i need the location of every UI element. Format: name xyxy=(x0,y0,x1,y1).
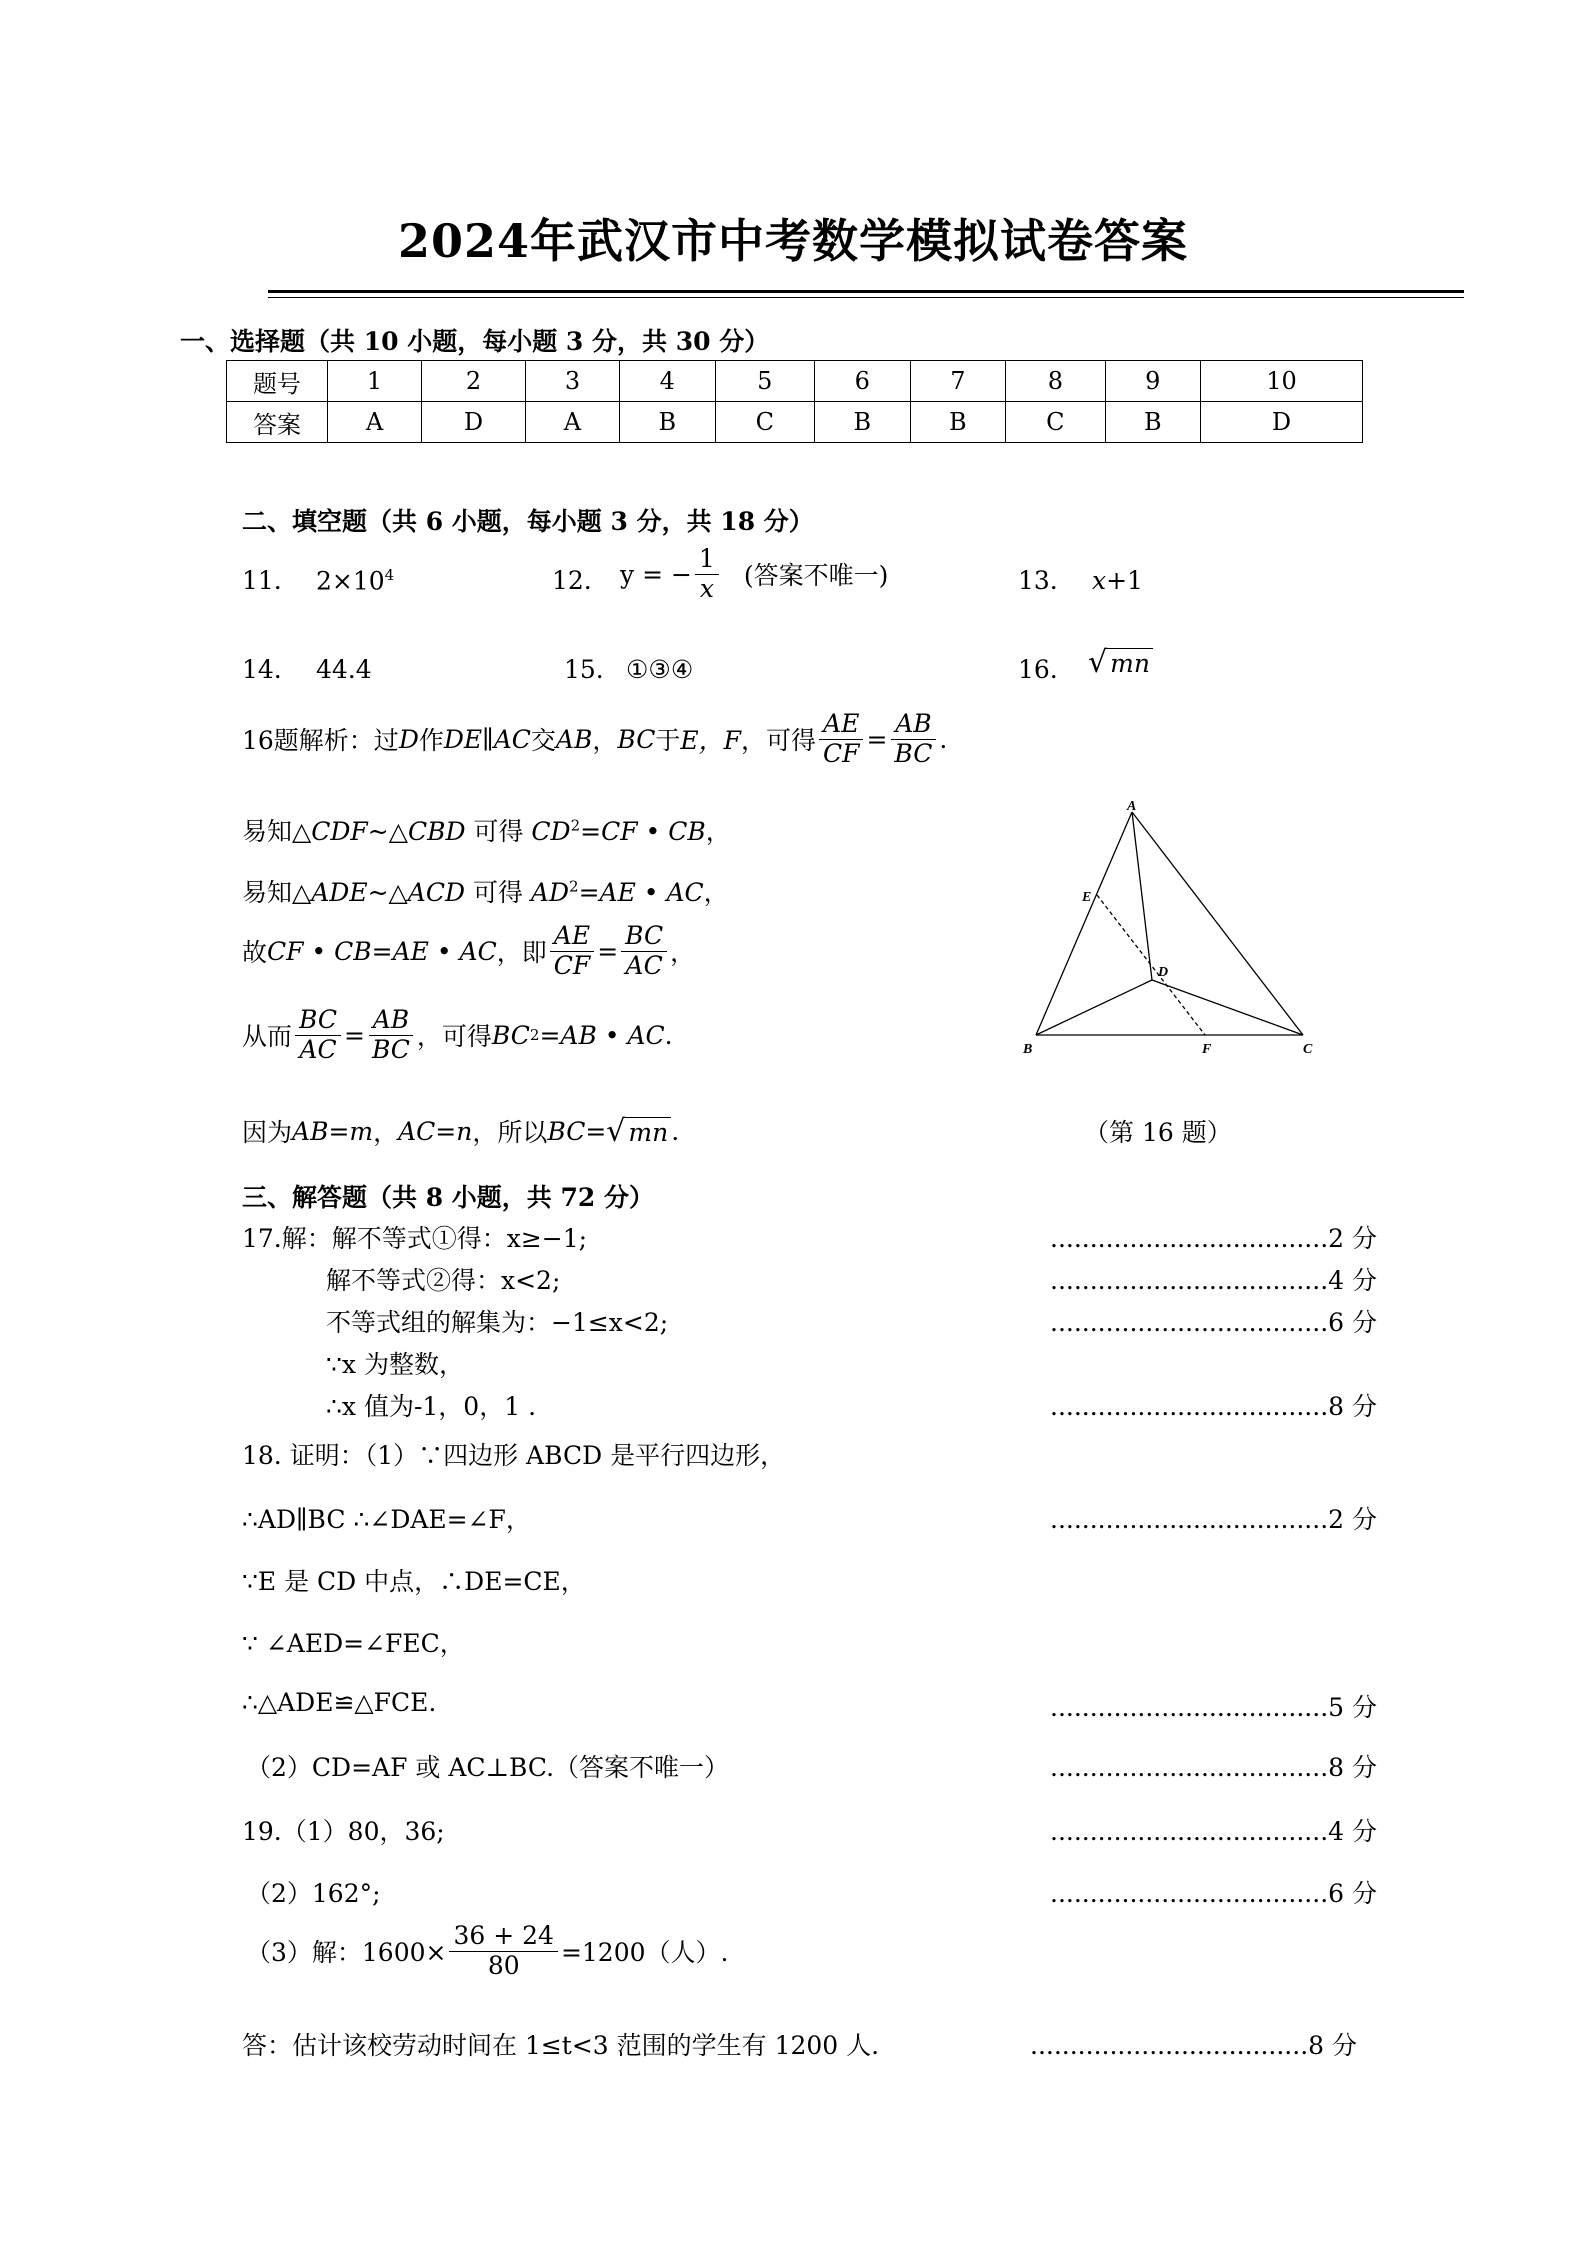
q14-answer: 44.4 xyxy=(316,655,372,684)
q11-number: 11. xyxy=(242,566,282,595)
text: ， xyxy=(592,726,618,756)
segment-bd xyxy=(1036,980,1152,1035)
q11-base: 2×10 xyxy=(316,566,385,596)
q12-note: (答案不唯一) xyxy=(743,561,889,591)
text: 16题解析：过 xyxy=(242,726,399,756)
text: . xyxy=(664,1020,673,1050)
q16-number: 16. xyxy=(1018,655,1058,684)
frac-den: BC xyxy=(371,1034,410,1064)
q12-fraction xyxy=(695,545,719,604)
segment-ef-dashed xyxy=(1097,895,1205,1035)
table-cell: C xyxy=(1006,402,1105,443)
section3-heading: 三、解答题（共 8 小题，共 72 分） xyxy=(242,1183,655,1212)
q12-answer xyxy=(620,545,888,604)
score-mark: ...................................5 分 xyxy=(1050,1693,1377,1722)
q17-line-1: 17.解：解不等式①得：x≥−1; xyxy=(242,1224,588,1253)
frac-num: AE xyxy=(819,710,863,740)
q18-line-5: ∴△ADE≌△FCE. xyxy=(242,1688,437,1717)
text: CBD xyxy=(407,817,466,846)
fraction xyxy=(621,922,667,981)
row-label-answer: 答案 xyxy=(227,402,328,443)
frac-den: AC xyxy=(625,950,663,980)
sqrt xyxy=(606,1114,671,1149)
text: 可得 xyxy=(465,817,532,846)
text: =AE • AC xyxy=(578,878,704,907)
sqrt-sign: √ xyxy=(606,1113,626,1149)
text: 于 xyxy=(655,726,681,756)
text: ， xyxy=(670,938,696,968)
text: AD xyxy=(530,878,570,907)
q17-line-5: ∴x 值为-1，0，1 . xyxy=(326,1392,537,1421)
label-d: D xyxy=(1158,965,1169,980)
q12-frac-num: 1 xyxy=(695,545,719,575)
frac-num: BC xyxy=(621,922,667,952)
frac-den: BC xyxy=(894,738,933,768)
label-b: B xyxy=(1023,1042,1033,1057)
text: ~△ xyxy=(367,878,408,907)
score-mark: ...................................4 分 xyxy=(1050,1266,1377,1295)
q17-line-4: ∵x 为整数， xyxy=(326,1350,464,1379)
text: ~△ xyxy=(367,817,408,846)
text: . xyxy=(671,1116,680,1146)
q11-answer xyxy=(316,566,394,595)
text: BC= xyxy=(547,1116,607,1146)
score-mark: ...................................8 分 xyxy=(1050,1753,1377,1782)
table-cell: 1 xyxy=(328,361,422,402)
score-mark: ...................................6 分 xyxy=(1050,1879,1377,1908)
text: 作 xyxy=(418,726,444,756)
table-cell: A xyxy=(525,402,619,443)
frac-den: AC xyxy=(299,1034,337,1064)
text: AB=m xyxy=(292,1116,374,1146)
text: = xyxy=(866,724,888,754)
edge-ab xyxy=(1036,812,1132,1035)
score-mark: ...................................6 分 xyxy=(1050,1308,1377,1337)
segment-ad xyxy=(1132,812,1152,980)
q13-answer xyxy=(1092,566,1143,595)
q12-number: 12. xyxy=(552,566,592,595)
text: CF • CB=AE • AC xyxy=(267,936,497,966)
frac-den: 80 xyxy=(487,1950,520,1980)
table-cell: 6 xyxy=(814,361,910,402)
text: E，F xyxy=(680,726,741,756)
table-cell: C xyxy=(715,402,814,443)
text: 从而 xyxy=(242,1022,293,1052)
analysis-line-6 xyxy=(242,1113,679,1149)
analysis-line-1 xyxy=(242,710,947,769)
fraction xyxy=(819,710,863,769)
text: ，可得 xyxy=(740,726,816,756)
table-cell: B xyxy=(910,402,1006,443)
table-cell: D xyxy=(1201,402,1363,443)
text: ，即 xyxy=(496,938,547,968)
text: DE∥AC xyxy=(443,724,531,754)
q18-line-3: ∵E 是 CD 中点，∴DE=CE， xyxy=(242,1567,586,1596)
table-cell: 7 xyxy=(910,361,1006,402)
triangle-figure xyxy=(1020,795,1320,1065)
title-rule-thin xyxy=(268,297,1464,298)
table-cell: 4 xyxy=(620,361,716,402)
q15-answer: ①③④ xyxy=(626,655,694,684)
text: BC xyxy=(491,1020,530,1050)
table-cell: 5 xyxy=(715,361,814,402)
text: ， xyxy=(705,817,731,846)
analysis-line-5 xyxy=(242,1006,673,1065)
table-cell: 3 xyxy=(525,361,619,402)
sqrt-radicand: mn xyxy=(625,1117,671,1147)
table-cell: A xyxy=(328,402,422,443)
text: 2 xyxy=(570,816,581,835)
frac-num: 36 + 24 xyxy=(449,1922,557,1952)
section1-heading: 一、选择题（共 10 小题，每小题 3 分，共 30 分） xyxy=(180,327,770,356)
q16-answer xyxy=(1088,645,1153,680)
q12-frac-den: x xyxy=(699,573,714,603)
q19-line-2: （2）162°; xyxy=(246,1879,381,1908)
table-cell: B xyxy=(1105,402,1201,443)
page-title: 2024年武汉市中考数学模拟试卷答案 xyxy=(397,214,1189,268)
score-mark: ...................................8 分 xyxy=(1030,2031,1357,2060)
q18-line-1: 18. 证明：（1）∵四边形 ABCD 是平行四边形， xyxy=(242,1441,786,1470)
text: CDF xyxy=(311,817,368,846)
q13-var: x xyxy=(1092,566,1107,595)
frac-num: AB xyxy=(891,710,935,740)
text: =1200（人）. xyxy=(560,1938,729,1968)
text: =AB • AC xyxy=(539,1020,665,1050)
score-mark: ...................................2 分 xyxy=(1050,1505,1377,1534)
score-mark: ...................................8 分 xyxy=(1050,1392,1377,1421)
fraction xyxy=(890,710,936,769)
analysis-line-3 xyxy=(242,873,729,909)
text: ACD xyxy=(407,878,466,907)
score-mark: ...................................4 分 xyxy=(1050,1817,1377,1846)
edge-ac xyxy=(1132,812,1303,1035)
table-row-numbers xyxy=(227,361,1363,402)
text: BC xyxy=(617,724,656,754)
table-cell: 9 xyxy=(1105,361,1201,402)
text: 可得 xyxy=(465,878,531,907)
text: CD xyxy=(531,817,571,846)
analysis-line-2 xyxy=(242,812,731,848)
text: ， xyxy=(703,878,729,907)
section2-heading: 二、填空题（共 6 小题，每小题 3 分，共 18 分） xyxy=(242,507,814,536)
text: 易知△ xyxy=(242,878,312,907)
q12-lhs: y = − xyxy=(620,559,692,589)
q18-line-6: （2）CD=AF 或 AC⊥BC.（答案不唯一） xyxy=(246,1753,730,1782)
q13-rest: +1 xyxy=(1106,566,1143,595)
text: =CF • CB xyxy=(580,817,706,846)
frac-den: CF xyxy=(822,738,860,768)
label-c: C xyxy=(1303,1042,1313,1057)
fraction xyxy=(550,922,594,981)
label-e: E xyxy=(1082,890,1092,905)
score-mark: ...................................2 分 xyxy=(1050,1224,1377,1253)
text: 因为 xyxy=(242,1118,293,1147)
text: ADE xyxy=(311,878,368,907)
q19-line-4: 答：估计该校劳动时间在 1≤t<3 范围的学生有 1200 人. xyxy=(242,2031,880,2060)
frac-num: BC xyxy=(295,1006,341,1036)
q13-number: 13. xyxy=(1018,566,1058,595)
table-cell: B xyxy=(814,402,910,443)
q14-number: 14. xyxy=(242,655,282,684)
table-row-answers xyxy=(227,402,1363,443)
q18-line-4: ∵ ∠AED=∠FEC， xyxy=(242,1629,465,1658)
q11-exponent: 4 xyxy=(384,566,395,584)
text: = xyxy=(597,936,619,966)
frac-num: AE xyxy=(550,922,594,952)
text: AB xyxy=(555,724,593,754)
q19-line-1: 19.（1）80，36; xyxy=(242,1817,445,1846)
frac-den: CF xyxy=(553,950,591,980)
table-cell: B xyxy=(620,402,716,443)
answer-table xyxy=(226,360,1363,443)
q19-line-3 xyxy=(246,1922,728,1981)
text: ，可得 xyxy=(416,1022,492,1052)
title-rule-thick xyxy=(268,290,1464,293)
sqrt-sign: √ xyxy=(1088,645,1108,680)
text: 交 xyxy=(530,726,556,756)
figure-caption: （第 16 题） xyxy=(1084,1118,1232,1147)
analysis-line-4 xyxy=(242,922,695,981)
sqrt-radicand: mn xyxy=(1107,648,1153,678)
text: AC=n xyxy=(398,1116,473,1146)
table-cell: 8 xyxy=(1006,361,1105,402)
label-a: A xyxy=(1127,799,1137,814)
q15-number: 15. xyxy=(564,655,604,684)
frac-num: AB xyxy=(369,1006,413,1036)
text: D xyxy=(398,724,419,754)
text: ，所以 xyxy=(472,1118,548,1147)
fraction xyxy=(295,1006,341,1065)
q17-line-3: 不等式组的解集为：−1≤x<2; xyxy=(326,1308,669,1337)
text: ， xyxy=(373,1118,399,1147)
text: . xyxy=(939,724,948,754)
fraction xyxy=(449,1922,557,1981)
text: 故 xyxy=(242,938,268,968)
table-cell: 2 xyxy=(422,361,526,402)
text: = xyxy=(343,1020,365,1050)
text: 2 xyxy=(569,877,579,896)
text: 2 xyxy=(529,1026,540,1045)
table-cell: D xyxy=(422,402,526,443)
fraction xyxy=(368,1006,414,1065)
text: 易知△ xyxy=(242,817,312,846)
table-cell: 10 xyxy=(1201,361,1363,402)
label-f: F xyxy=(1202,1042,1212,1057)
text: （3）解：1600× xyxy=(246,1938,447,1968)
q18-line-2: ∴AD∥BC ∴∠DAE=∠F， xyxy=(242,1505,531,1534)
row-label-number: 题号 xyxy=(227,361,328,402)
segment-cd xyxy=(1152,980,1303,1035)
q17-line-2: 解不等式②得：x<2; xyxy=(326,1266,561,1295)
